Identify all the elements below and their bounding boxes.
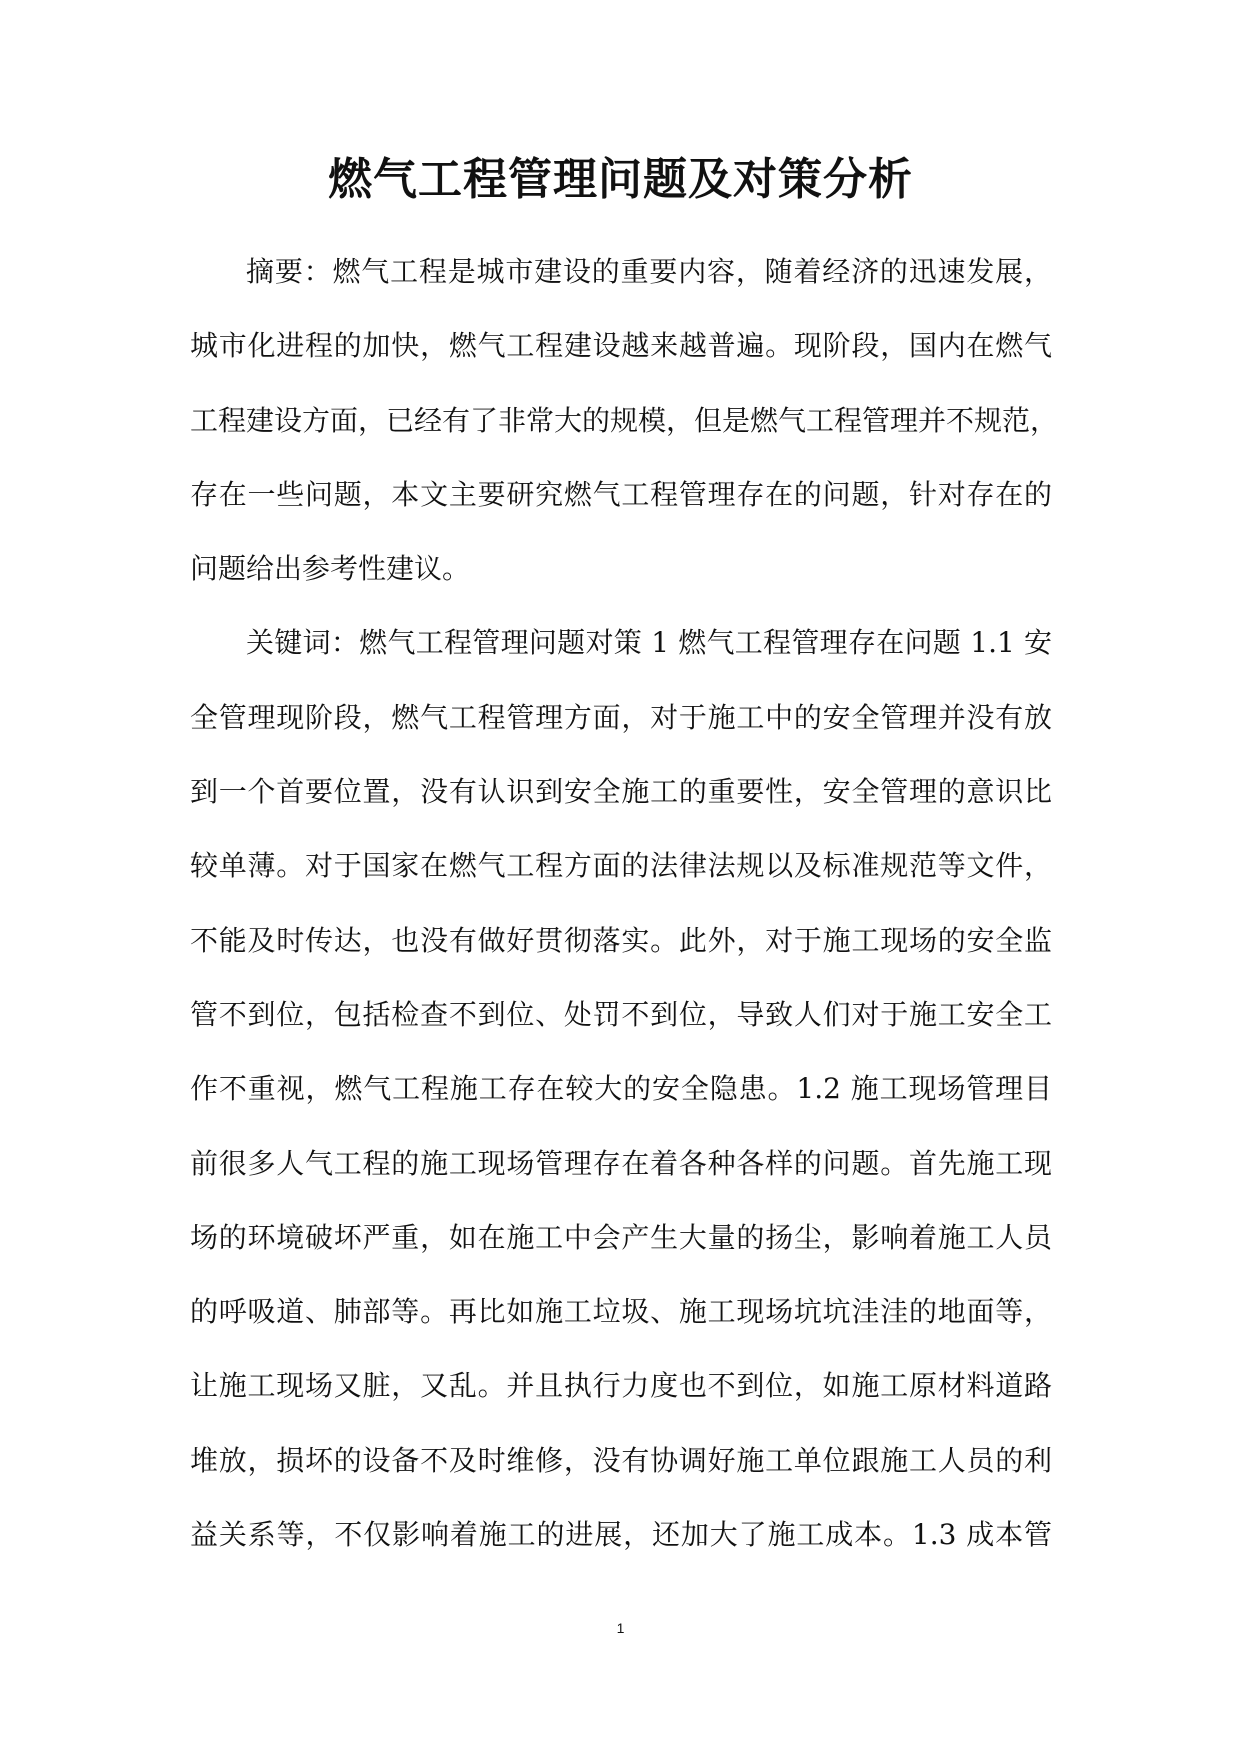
page-number: 1 xyxy=(616,1620,625,1636)
body-line: 场的环境破坏严重，如在施工中会产生大量的扬尘，影响着施工人员 xyxy=(190,1220,1052,1254)
body-line: 让施工现场又脏，又乱。并且执行力度也不到位，如施工原材料道路 xyxy=(190,1369,1052,1403)
body-line: 到一个首要位置，没有认识到安全施工的重要性，安全管理的意识比 xyxy=(190,775,1052,809)
body-line: 作不重视，燃气工程施工存在较大的安全隐患。1.2 施工现场管理目 xyxy=(190,1072,1052,1106)
document-body xyxy=(190,252,1059,1589)
body-line: 前很多人气工程的施工现场管理存在着各种各样的问题。首先施工现 xyxy=(190,1146,1052,1180)
body-line: 较单薄。对于国家在燃气工程方面的法律法规以及标准规范等文件， xyxy=(190,849,1052,883)
body-line: 堆放，损坏的设备不及时维修，没有协调好施工单位跟施工人员的利 xyxy=(190,1443,1052,1477)
document-title: 燃气工程管理问题及对策分析 xyxy=(328,154,913,205)
abstract-line: 摘要：燃气工程是城市建设的重要内容，随着经济的迅速发展， xyxy=(246,255,1052,288)
body-line: 管不到位，包括检查不到位、处罚不到位，导致人们对于施工安全工 xyxy=(190,997,1052,1031)
abstract-line: 存在一些问题，本文主要研究燃气工程管理存在的问题，针对存在的 xyxy=(190,477,1052,511)
abstract-line: 工程建设方面，已经有了非常大的规模，但是燃气工程管理并不规范， xyxy=(190,403,1059,437)
body-line: 全管理现阶段，燃气工程管理方面，对于施工中的安全管理并没有放 xyxy=(190,700,1052,734)
body-line: 不能及时传达，也没有做好贯彻落实。此外，对于施工现场的安全监 xyxy=(190,923,1052,957)
body-line: 益关系等，不仅影响着施工的进展，还加大了施工成本。1.3 成本管 xyxy=(190,1518,1052,1552)
abstract-line: 问题给出参考性建议。 xyxy=(190,552,471,586)
body-line: 的呼吸道、肺部等。再比如施工垃圾、施工现场坑坑洼洼的地面等， xyxy=(190,1295,1052,1329)
body-line: 关键词：燃气工程管理问题对策 1 燃气工程管理存在问题 1.1 安 xyxy=(246,626,1052,660)
abstract-line: 城市化进程的加快，燃气工程建设越来越普遍。现阶段，国内在燃气 xyxy=(190,329,1052,363)
